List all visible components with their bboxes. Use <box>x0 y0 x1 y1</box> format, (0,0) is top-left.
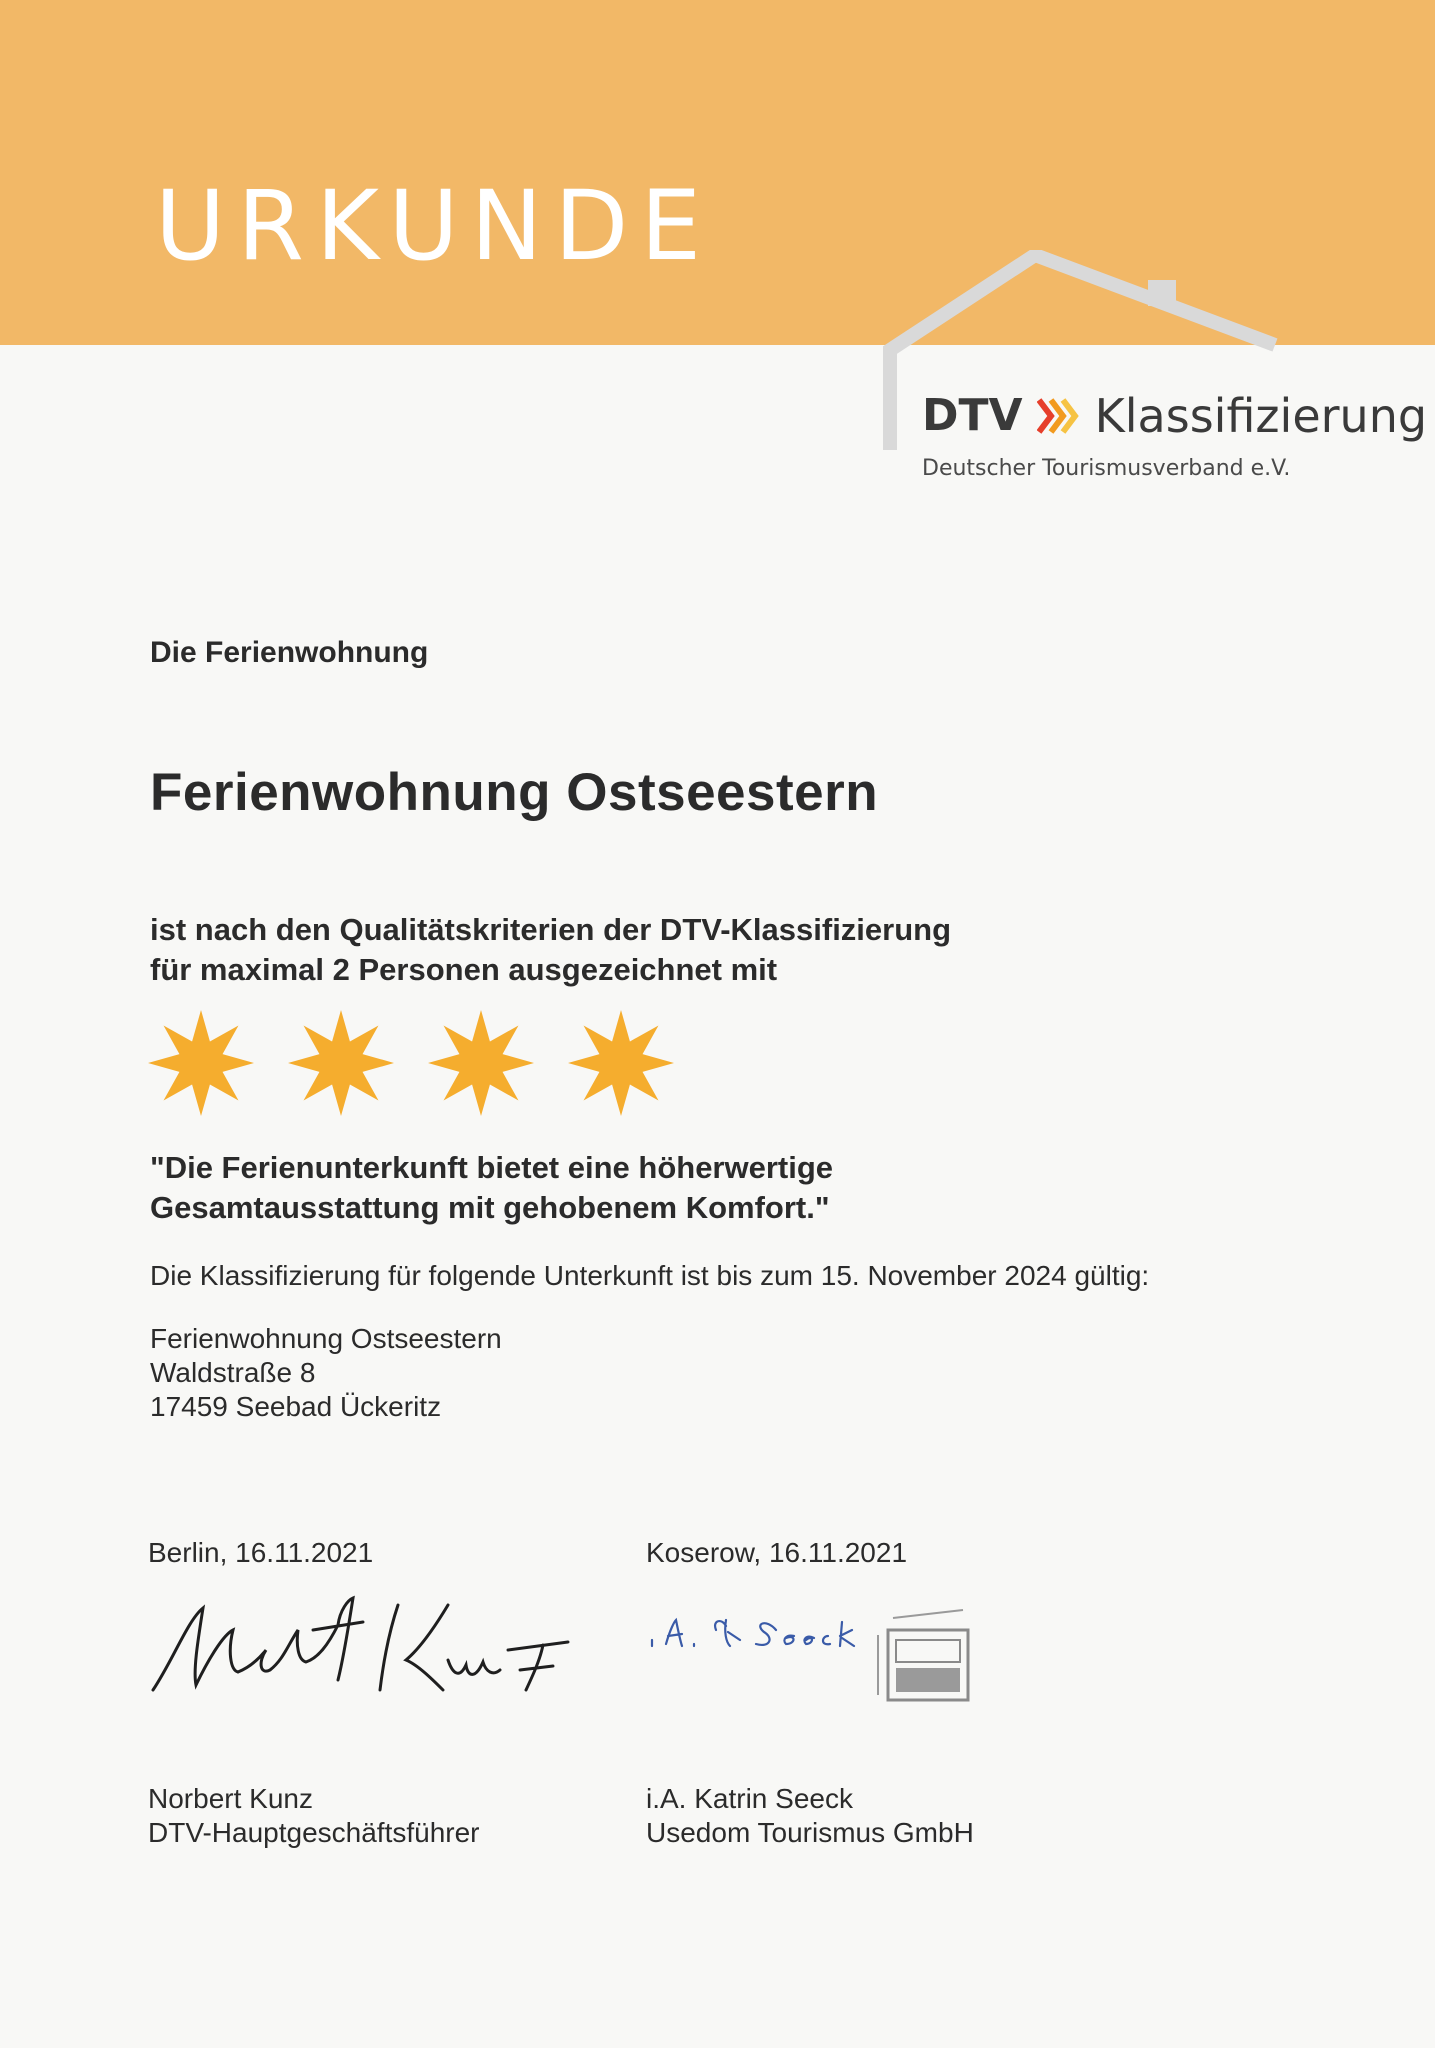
star-icon <box>288 1010 394 1116</box>
star-icon <box>428 1010 534 1116</box>
star-rating <box>148 1010 674 1116</box>
right-place-date: Koserow, 16.11.2021 <box>646 1537 908 1568</box>
address-city: 17459 Seebad Ückeritz <box>150 1391 442 1422</box>
address-block <box>150 1322 502 1424</box>
logo-brand-text: Klassifizierung <box>1094 389 1428 443</box>
lead-text: Die Ferienwohnung <box>150 636 429 669</box>
right-signer <box>646 1782 974 1850</box>
star-icon <box>148 1010 254 1116</box>
dtv-logo <box>922 386 1427 446</box>
criteria-line-2: für maximal 2 Personen ausgezeichnet mit <box>150 952 778 987</box>
address-name: Ferienwohnung Ostseestern <box>150 1323 502 1354</box>
property-name: Ferienwohnung Ostseestern <box>150 763 879 822</box>
left-signer-role: DTV-Hauptgeschäftsführer <box>148 1817 480 1848</box>
logo-subtitle: Deutscher Tourismusverband e.V. <box>922 456 1291 481</box>
quote-text <box>150 1148 833 1228</box>
star-icon <box>568 1010 674 1116</box>
signature-left-image <box>148 1590 578 1700</box>
usedom-stamp-image <box>868 1600 988 1720</box>
criteria-line-1: ist nach den Qualitätskriterien der DTV-Klassifizierung <box>150 912 952 947</box>
signature-right-image <box>646 1600 876 1660</box>
address-street: Waldstraße 8 <box>150 1357 316 1388</box>
quote-line-1: "Die Ferienunterkunft bietet eine höherwertige <box>150 1150 834 1185</box>
chevrons-icon <box>1037 396 1083 436</box>
left-signer <box>148 1782 480 1850</box>
right-signer-name: i.A. Katrin Seeck <box>646 1783 853 1814</box>
left-place-date: Berlin, 16.11.2021 <box>148 1537 374 1568</box>
certificate-title: URKUNDE <box>155 170 713 282</box>
validity-text: Die Klassifizierung für folgende Unterkunft ist bis zum 15. November 2024 gültig: <box>150 1260 1150 1291</box>
logo-dtv-text: DTV <box>922 390 1023 441</box>
quote-line-2: Gesamtausstattung mit gehobenem Komfort." <box>150 1190 830 1225</box>
criteria-text <box>150 910 951 990</box>
left-signer-name: Norbert Kunz <box>148 1783 313 1814</box>
right-signer-role: Usedom Tourismus GmbH <box>646 1817 974 1848</box>
